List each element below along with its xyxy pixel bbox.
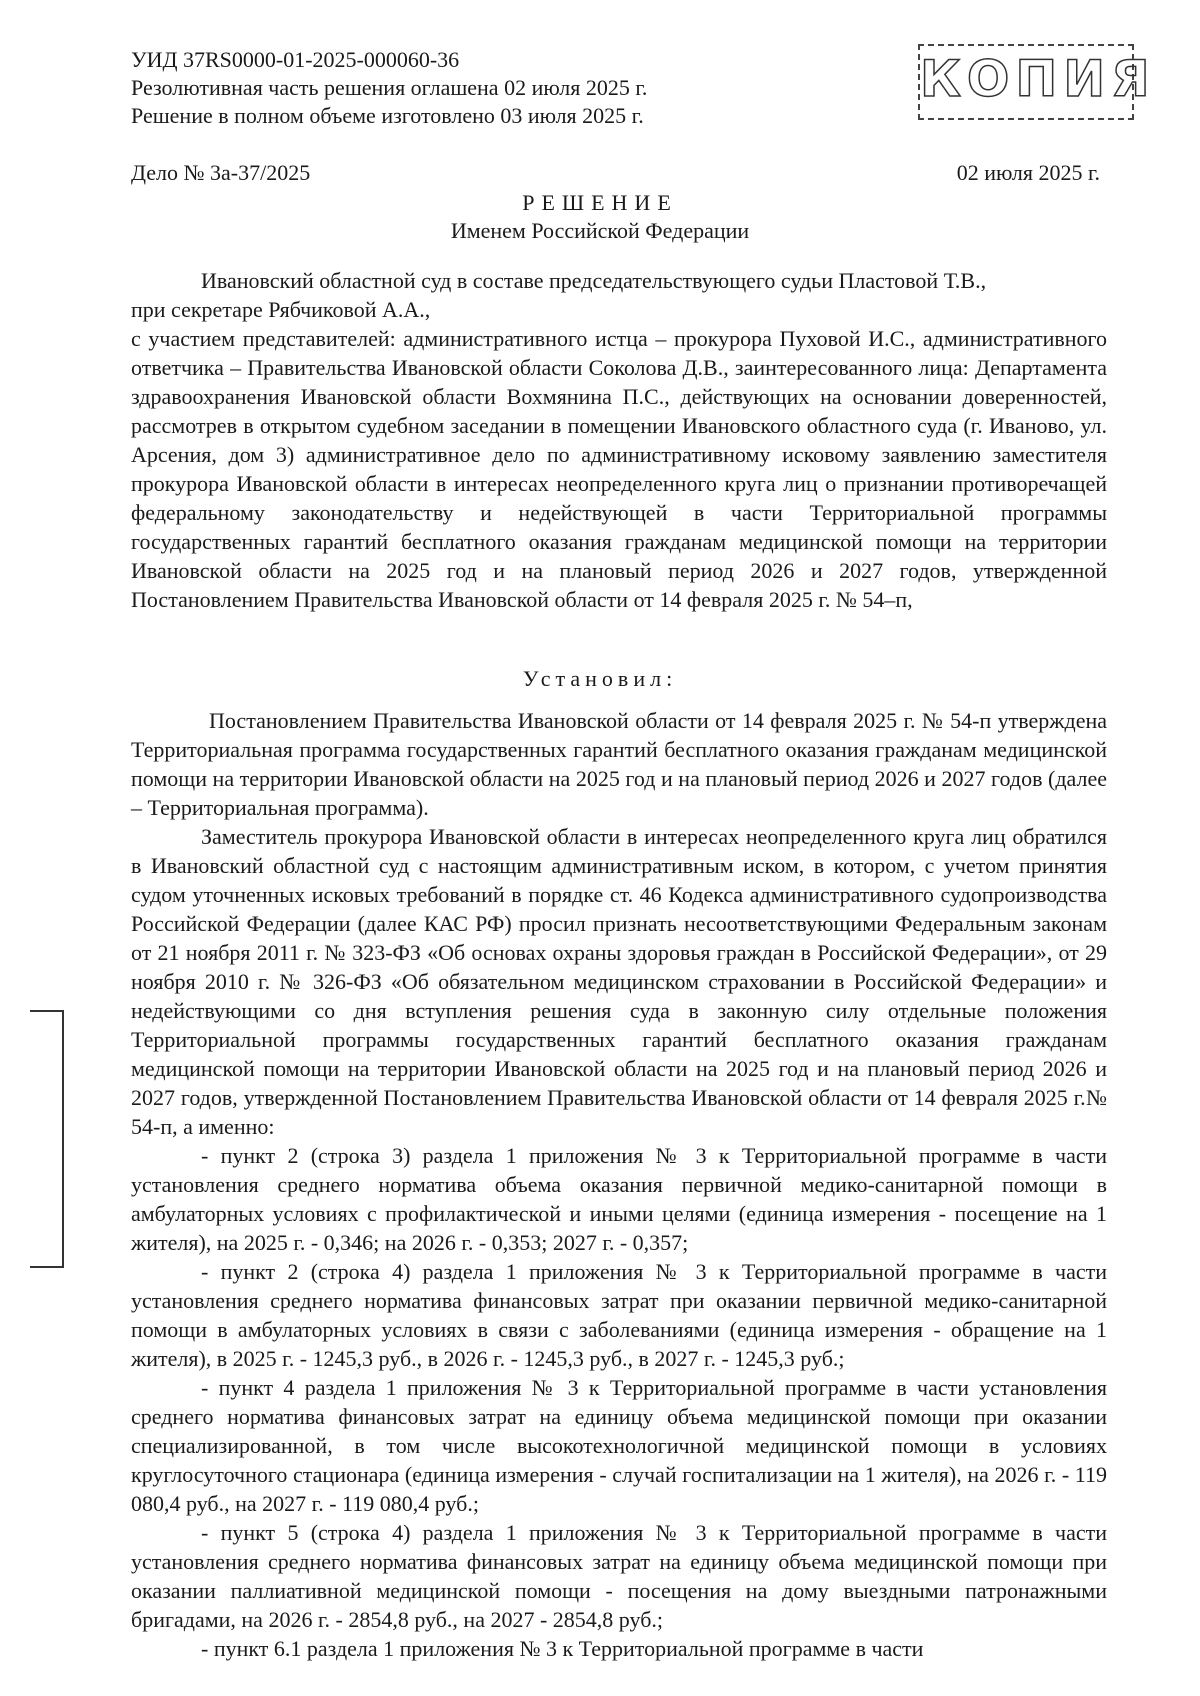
document-header (131, 46, 647, 130)
case-number: Дело № 3а-37/2025 (131, 160, 311, 185)
decision-subtitle: Именем Российской Федерации (450, 218, 750, 243)
secretary-line: при секретаре Рябчиковой А.А., (131, 297, 431, 322)
list-item: - пункт 2 (строка 4) раздела 1 приложения № 3 к Территориальной программе в части установления среднего норматива финансовых затрат при оказании первичной медико-санитарной помощи в амбулаторных условиях в связи с заболеваниями (единица измерения - обращение на 1 жителя), в 2025 г. - 1245,3 руб., в 2026 г. - 1245,3 руб., в 2027 г. - 1245,3 руб.; (131, 1259, 1107, 1371)
announced-line: Резолютивная часть решения оглашена 02 июля 2025 г. (131, 75, 648, 100)
participants-paragraph: с участием представителей: административного истца – прокурора Пуховой И.С., административного ответчика – Правительства Ивановской области Соколова Д.В., заинтересованного лица: Департамента здравоохранения Ивановской области Вохмянина П.С., действующих на основании доверенностей, рассмотрев в открытом судебном заседании в помещении Ивановского областного суда (г. Иваново, ул. Арсения, дом 3) административное дело по административному исковому заявлению заместителя прокурора Ивановской области в интересах неопределенного круга лиц о признании противоречащей федеральному законодательству и недействующей в части Территориальной программы государственных гарантий бесплатного оказания гражданам медицинской помощи на территории Ивановской области на 2025 год и на плановый период 2026 и 2027 годов, утвержденной Постановлением Правительства Ивановской области от 14 февраля 2025 г. № 54–п, (131, 326, 1107, 612)
main-text (131, 706, 1107, 1663)
case-uid: УИД 37RS0000-01-2025-000060-36 (131, 47, 460, 72)
list-item: - пункт 4 раздела 1 приложения № 3 к Территориальной программе в части установления среднего норматива финансовых затрат на единицу объема медицинской помощи при оказании специализированной, в том числе высокотехнологичной медицинской помощи в условиях круглосуточного стационара (единица измерения - случай госпитализации на 1 жителя), на 2026 г. - 119 080,4 руб., на 2027 г. - 119 080,4 руб.; (131, 1375, 1107, 1516)
full-decision-line: Решение в полном объеме изготовлено 03 июля 2025 г. (131, 103, 644, 128)
decision-title: РЕШЕНИЕ (522, 190, 678, 215)
copy-stamp-text: КОПИЯ (920, 50, 1156, 108)
intro-block (131, 266, 1107, 614)
copy-stamp (918, 44, 1156, 120)
list-item: - пункт 2 (строка 3) раздела 1 приложения № 3 к Территориальной программе в части установления среднего норматива объема оказания первичной медико-санитарной помощи в амбулаторных условиях с профилактической и иными целями (единица измерения - посещение на 1 жителя), на 2025 г. - 0,346; на 2026 г. - 0,353; 2027 г. - 0,357; (131, 1143, 1107, 1255)
established-heading: Установил: (522, 666, 678, 691)
list-item: - пункт 5 (строка 4) раздела 1 приложения № 3 к Территориальной программе в части установления среднего норматива финансовых затрат на единицу объема медицинской помощи при оказании паллиативной медицинской помощи - посещения на дому выездными патронажными бригадами, на 2026 г. - 2854,8 руб., на 2027 - 2854,8 руб.; (131, 1520, 1107, 1632)
list-item: - пункт 6.1 раздела 1 приложения № 3 к Территориальной программе в части (201, 1636, 924, 1661)
case-date: 02 июля 2025 г. (956, 160, 1100, 185)
paragraph: Заместитель прокурора Ивановской области в интересах неопределенного круга лиц обратился в Ивановский областной суд с настоящим административным иском, в котором, с учетом принятия судом уточненных исковых требований в порядке ст. 46 Кодекса административного судопроизводства Российской Федерации (далее КАС РФ) просил признать несоответствующими Федеральным законам от 21 ноября 2011 г. № 323-ФЗ «Об основах охраны здоровья граждан в Российской Федерации», от 29 ноября 2010 г. № 326-ФЗ «Об обязательном медицинском страховании в Российской Федерации» и недействующими со дня вступления решения суда в законную силу отдельные положения Территориальной программы государственных гарантий бесплатного оказания гражданам медицинской помощи на территории Ивановской области на 2025 год и на плановый период 2026 и 2027 годов, утвержденной Постановлением Правительства Ивановской области от 14 февраля 2025 г.№ 54-п, а именно: (131, 824, 1107, 1139)
paragraph: Постановлением Правительства Ивановской области от 14 февраля 2025 г. № 54-п утверждена Территориальная программа государственных гарантий бесплатного оказания гражданам медицинской помощи на территории Ивановской области на 2025 год и на плановый период 2026 и 2027 годов (далее – Территориальная программа). (131, 708, 1107, 820)
court-composition: Ивановский областной суд в составе председательствующего судьи Пластовой Т.В., (201, 268, 987, 293)
margin-bracket-mark (30, 1010, 64, 1268)
case-line (131, 160, 1100, 186)
